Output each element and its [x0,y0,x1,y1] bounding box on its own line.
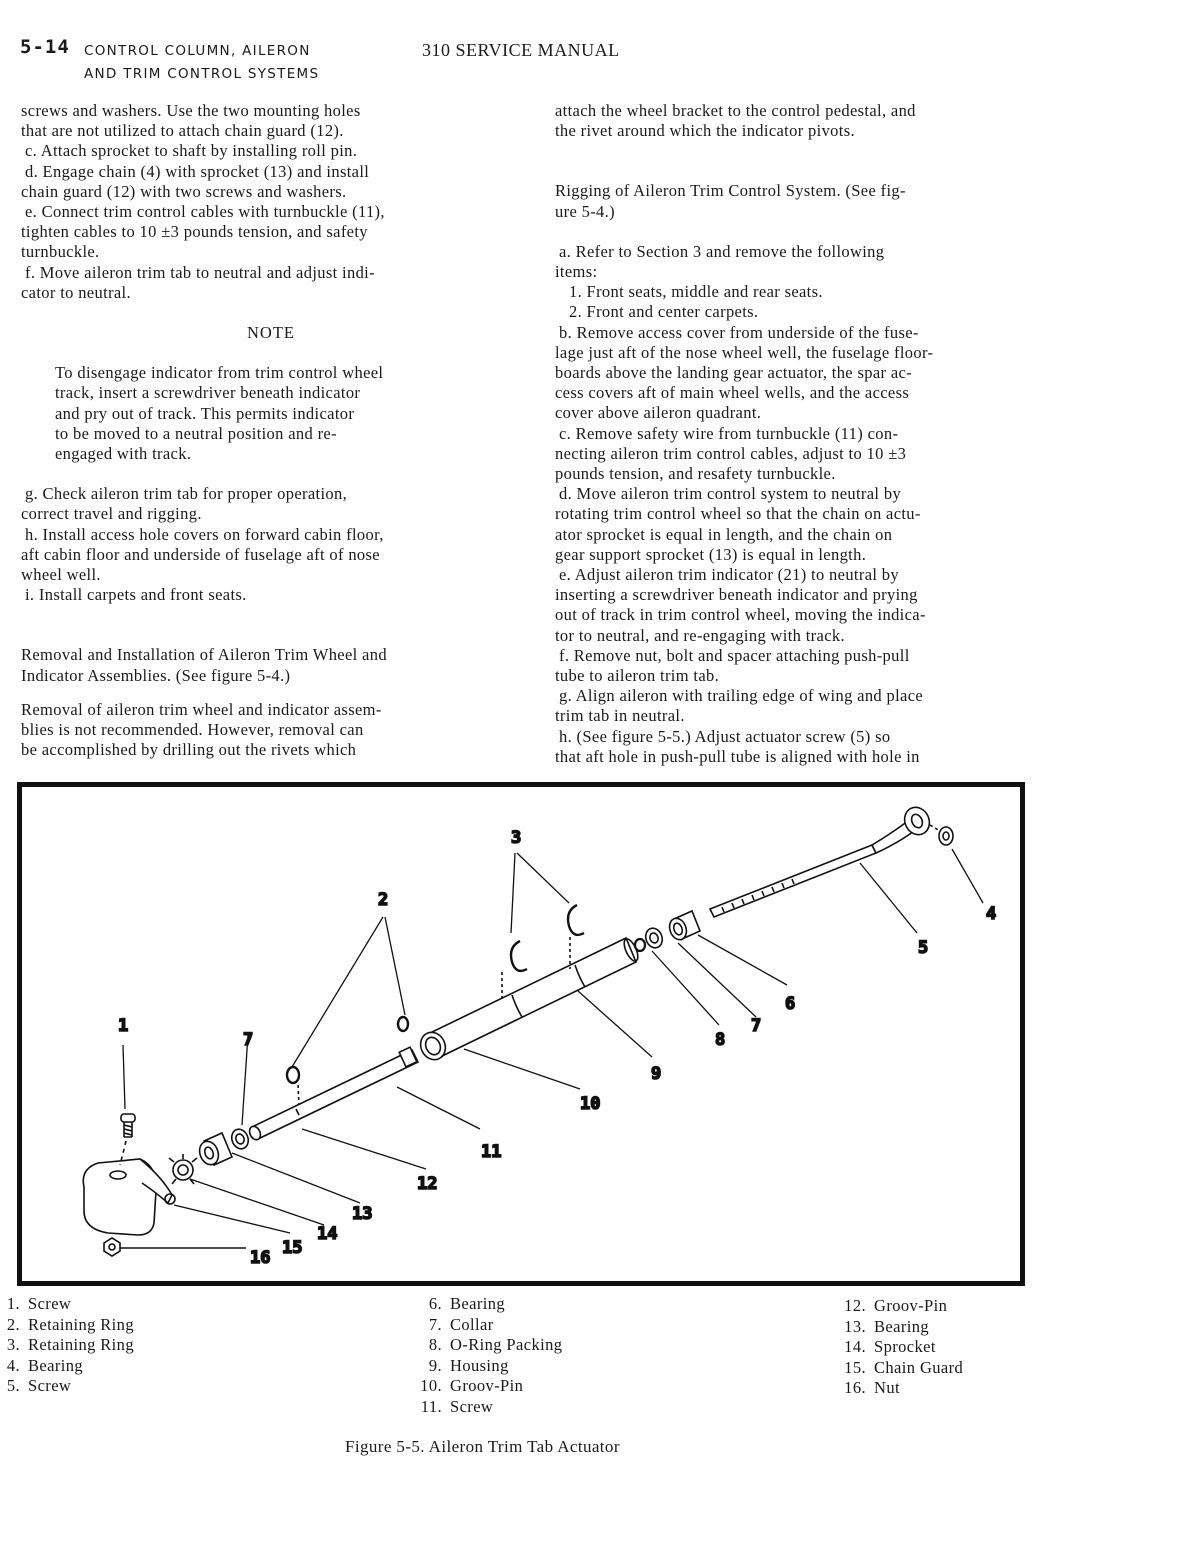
step-d [21,162,521,202]
legend-item: 11. Screw [420,1396,494,1416]
legend-item: 5. Screw [6,1376,72,1395]
callout-7-upper: 7 [751,1016,762,1036]
step-b [555,323,1065,424]
callout-15: 15 [282,1238,303,1258]
text-line: rotating trim control wheel so that the chain on actu- [555,504,921,524]
callout-6: 6 [785,994,796,1014]
bearing-6-drawing [667,911,700,942]
step-h [21,525,521,586]
rigging-heading [555,181,1065,221]
text-line: blies is not recommended. However, removal can [21,720,364,740]
text-line: e. Connect trim control cables with turnbuckle (11), [25,202,385,222]
legend-item: 12. Groov-Pin [844,1296,948,1315]
callout-11: 11 [481,1142,502,1162]
section-heading [21,645,521,685]
callout-1: 1 [118,1016,129,1036]
callout-4: 4 [986,904,997,924]
left-column [21,101,521,760]
text-line: gear support sprocket (13) is equal in length. [555,544,867,564]
callout-12: 12 [417,1174,438,1194]
text-line: chain guard (12) with two screws and washers. [21,181,347,201]
text-line: to be moved to a neutral position and re- [55,423,337,443]
text-line: tube to aileron trim tab. [555,666,720,686]
legend-item: 7. Collar [428,1314,494,1334]
screw-1-drawing [120,1114,135,1165]
text-line: that aft hole in push-pull tube is aligned with hole in [555,746,920,766]
page-number: 5-14 [20,36,70,58]
figure-caption: Figure 5-5. Aileron Trim Tab Actuator [345,1437,620,1456]
step-f [21,263,521,303]
callout-2: 2 [378,890,389,910]
text-line: d. Engage chain (4) with sprocket (13) and install [25,161,370,181]
text-line: f. Remove nut, bolt and spacer attaching push-pull [559,645,910,665]
text-line: Removal of aileron trim wheel and indicator assem- [21,699,382,719]
parts-legend-column-3 [836,1296,963,1399]
chain-guard-drawing [83,1159,175,1235]
text-line: tor to neutral, and re-engaging with track. [555,625,845,645]
bearing-13-drawing [196,1133,232,1167]
screw-11-drawing [248,1047,418,1141]
step-a [555,242,1065,282]
section-title-line2: AND TRIM CONTROL SYSTEMS [84,66,320,82]
step-g [555,686,1065,726]
step-e [555,565,1065,646]
text-line: track, insert a screwdriver beneath indicator [55,383,361,403]
callout-10: 10 [580,1094,601,1114]
text-line: inserting a screwdriver beneath indicator and prying [555,585,918,605]
text-line: lage just aft of the nose wheel well, the fuselage floor- [555,342,934,362]
legend-item: 8. O-Ring Packing [428,1335,563,1354]
text-line: g. Align aileron with trailing edge of wing and place [559,686,924,706]
bearing-4-drawing [930,825,953,845]
text-line: tighten cables to 10 ±3 pounds tension, and safety [21,222,368,242]
text-line: 1. Front seats, middle and rear seats. [569,282,823,302]
intro-paragraph [21,101,521,141]
legend-item: 10. Groov-Pin [420,1376,524,1395]
step-f [555,646,1065,686]
step-i [21,585,521,605]
text-line: c. Attach sprocket to shaft by installing roll pin. [25,141,358,161]
text-line: engaged with track. [55,444,192,464]
text-line: 2. Front and center carpets. [569,302,759,322]
note-body [21,363,521,464]
legend-item: 4. Bearing [6,1355,84,1375]
text-line: trim tab in neutral. [555,706,685,726]
legend-item: 2. Retaining Ring [6,1314,134,1334]
text-line: turnbuckle. [21,242,100,262]
callout-8: 8 [715,1030,726,1050]
text-line: ure 5-4.) [555,201,615,221]
text-line: cover above aileron quadrant. [555,403,762,423]
text-line: out of track in trim control wheel, moving the indica- [555,605,926,625]
callout-13: 13 [352,1204,373,1224]
legend-item: 13. Bearing [844,1316,930,1336]
text-line: items: [555,262,598,282]
exploded-view-diagram [22,787,1020,1281]
step-g [21,484,521,524]
text-line: cess covers aft of main wheel wells, and the access [555,383,910,403]
text-line: the rivet around which the indicator pivots. [555,121,855,141]
text-line: aft cabin floor and underside of fuselage aft of nose [21,544,380,564]
o-ring-drawing [635,939,645,951]
text-line: i. Install carpets and front seats. [25,585,247,605]
manual-title: 310 SERVICE MANUAL [422,40,620,60]
text-line: e. Adjust aileron trim indicator (21) to neutral by [559,565,899,585]
text-line: screws and washers. Use the two mounting holes [21,101,361,120]
text-line: h. Install access hole covers on forward cabin floor, [25,524,384,544]
legend-item: 15. Chain Guard [844,1357,964,1377]
step-h [555,727,1065,767]
text-line: that are not utilized to attach chain guard (12). [21,121,344,141]
text-line: d. Move aileron trim control system to neutral by [559,484,902,504]
callout-5: 5 [918,938,929,958]
step-c [555,424,1065,485]
text-line: To disengage indicator from trim control wheel [55,363,384,383]
text-line: c. Remove safety wire from turnbuckle (11) con- [559,423,899,443]
callout-16: 16 [250,1248,271,1268]
collar-lower-drawing [229,1127,251,1151]
step-e [21,202,521,263]
legend-item: 3. Retaining Ring [6,1335,134,1354]
text-line: and pry out of track. This permits indicator [55,403,355,423]
text-line: ator sprocket is equal in length, and the chain on [555,524,893,544]
screw-5-drawing [710,803,934,917]
section-title-line1: CONTROL COLUMN, AILERON [84,43,311,59]
text-line: Indicator Assemblies. (See figure 5-4.) [21,665,291,685]
legend-item: 9. Housing [428,1355,509,1375]
callout-9: 9 [651,1064,662,1084]
parts-legend-column-1 [0,1294,134,1397]
text-line: f. Move aileron trim tab to neutral and adjust indi- [25,262,375,282]
text-line: cator to neutral. [21,282,131,302]
callout-3: 3 [511,828,522,848]
sub-item [555,282,1065,322]
parts-legend-column-2 [412,1294,562,1417]
text-line: g. Check aileron trim tab for proper operation, [25,484,348,504]
section-title [84,40,319,86]
step-c [21,141,521,161]
nut-drawing [104,1238,246,1256]
note-title: NOTE [247,323,295,343]
callout-7-lower: 7 [243,1030,254,1050]
text-line: a. Refer to Section 3 and remove the following [559,241,885,261]
right-column [555,101,1065,767]
housing-drawing [416,937,640,1064]
text-line: Rigging of Aileron Trim Control System. (See fig- [555,181,906,201]
legend-item: 14. Sprocket [844,1337,936,1356]
text-line: necting aileron trim control cables, adjust to 10 ±3 [555,443,907,463]
figure-frame [17,782,1025,1286]
continued-paragraph [555,101,1065,141]
text-line: attach the wheel bracket to the control pedestal, and [555,101,916,120]
step-d [555,484,1065,565]
text-line: Removal and Installation of Aileron Trim Wheel and [21,645,387,665]
callout-14: 14 [317,1224,338,1244]
legend-item: 16. Nut [844,1378,900,1397]
legend-item: 1. Screw [6,1294,72,1313]
text-line: wheel well. [21,565,101,585]
text-line: b. Remove access cover from underside of the fuse- [559,322,919,342]
removal-paragraph [21,700,521,761]
text-line: h. (See figure 5-5.) Adjust actuator screw (5) so [559,726,891,746]
collar-upper-drawing [643,926,665,950]
legend-item: 6. Bearing [428,1294,506,1313]
text-line: boards above the landing gear actuator, the spar ac- [555,363,913,383]
text-line: pounds tension, and resafety turnbuckle. [555,464,836,484]
text-line: correct travel and rigging. [21,504,202,524]
text-line: be accomplished by drilling out the rivets which [21,740,357,760]
